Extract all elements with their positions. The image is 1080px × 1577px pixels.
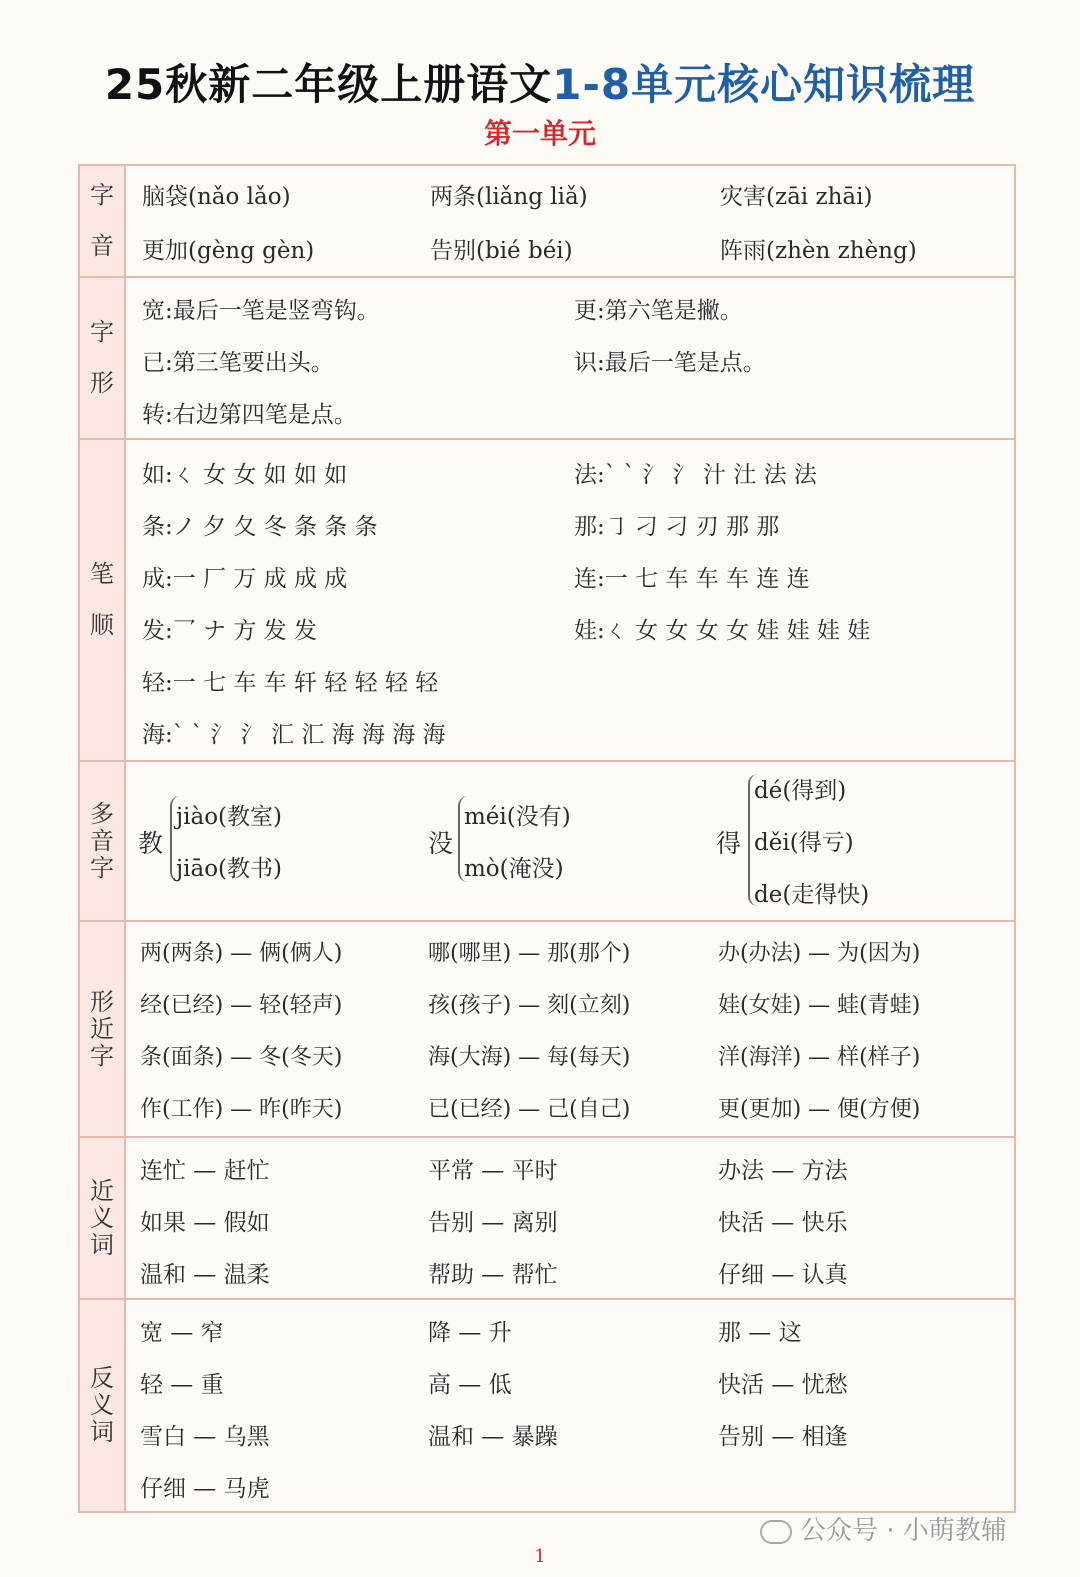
stroke-order-item: 连:一 七 车 车 车 连 连	[574, 566, 810, 592]
antonym-item: 高 — 低	[428, 1372, 512, 1398]
polyphone-reading: jiào(教室)	[176, 804, 282, 830]
stroke-order-item: 那:㇆ 刁 刁 刃 那 那	[574, 514, 780, 540]
synonym-item: 平常 — 平时	[428, 1158, 558, 1184]
antonym-item: 告别 — 相逢	[718, 1424, 848, 1450]
pinyin-item: 阵雨(zhèn zhèng)	[720, 238, 917, 264]
section-header	[80, 762, 126, 920]
similar-char-item: 娃(女娃) — 蛙(青蛙)	[718, 993, 921, 1018]
header-char: 顺	[90, 611, 114, 639]
polyphone-char: 没	[428, 829, 454, 858]
header-char: 字	[90, 853, 114, 882]
stroke-order-item: 海:` ˋ 氵 氵 汇 汇 海 海 海 海	[142, 722, 446, 748]
similar-char-item: 两(两条) — 俩(俩人)	[140, 941, 343, 966]
wechat-icon	[760, 1520, 792, 1544]
form-item: 宽:最后一笔是竖弯钩。	[142, 298, 380, 324]
section-header	[80, 440, 126, 760]
header-char: 字	[90, 1041, 114, 1070]
antonym-item: 宽 — 窄	[140, 1320, 224, 1346]
antonym-item: 雪白 — 乌黑	[140, 1424, 270, 1450]
form-item: 已:第三笔要出头。	[142, 350, 334, 376]
title-highlight: 1-8单元核心知识梳理	[552, 60, 976, 109]
stroke-order-item: 轻:一 七 车 车 轩 轻 轻 轻 轻	[142, 670, 439, 696]
header-char: 字	[90, 318, 114, 346]
header-char: 字	[90, 181, 114, 209]
section-duoyinzi	[80, 762, 1014, 922]
polyphone-reading: méi(没有)	[464, 804, 571, 830]
section-jinyici	[80, 1138, 1014, 1300]
header-char: 反	[90, 1364, 114, 1392]
header-char: 近	[90, 1176, 114, 1205]
polyphone-reading: mò(淹没)	[464, 856, 564, 882]
synonym-item: 仔细 — 认真	[718, 1262, 848, 1288]
similar-char-item: 经(已经) — 轻(轻声)	[140, 993, 343, 1018]
pinyin-item: 更加(gèng gèn)	[142, 238, 315, 264]
header-char: 音	[90, 232, 114, 260]
similar-char-item: 更(更加) — 便(方便)	[718, 1097, 921, 1122]
polyphone-reading: děi(得亏)	[754, 830, 854, 856]
section-header	[80, 922, 126, 1136]
header-char: 义	[90, 1391, 114, 1419]
similar-char-item: 条(面条) — 冬(冬天)	[140, 1045, 343, 1070]
synonym-item: 如果 — 假如	[140, 1210, 270, 1236]
antonym-item: 降 — 升	[428, 1320, 512, 1346]
title-main: 25秋新二年级上册语文	[104, 60, 553, 109]
section-zixing	[80, 278, 1014, 440]
knowledge-table	[78, 164, 1016, 1513]
section-fanyici	[80, 1300, 1014, 1511]
section-header	[80, 166, 126, 276]
pinyin-item: 灾害(zāi zhāi)	[720, 184, 873, 210]
similar-char-item: 哪(哪里) — 那(那个)	[428, 941, 631, 966]
polyphone-reading: dé(得到)	[754, 778, 847, 804]
similar-char-item: 海(大海) — 每(每天)	[428, 1045, 631, 1070]
similar-char-item: 孩(孩子) — 刻(立刻)	[428, 993, 631, 1018]
unit-subtitle: 第一单元	[483, 117, 596, 150]
watermark-text: 公众号 · 小萌教辅	[800, 1516, 1007, 1546]
polyphone-reading: jiāo(教书)	[176, 856, 282, 882]
header-char: 形	[90, 987, 114, 1016]
form-item: 转:右边第四笔是点。	[142, 402, 357, 428]
similar-char-item: 已(已经) — 己(自己)	[428, 1097, 631, 1122]
form-item: 更:第六笔是撇。	[574, 298, 743, 324]
form-item: 识:最后一笔是点。	[574, 350, 766, 376]
synonym-item: 告别 — 离别	[428, 1210, 558, 1236]
stroke-order-item: 娃:ㄑ 女 女 女 女 娃 娃 娃 娃	[574, 618, 871, 644]
section-header	[80, 1138, 126, 1298]
similar-char-item: 作(工作) — 昨(昨天)	[140, 1097, 343, 1122]
polyphone-reading: de(走得快)	[754, 882, 870, 908]
polyphone-char: 得	[716, 829, 742, 858]
synonym-item: 办法 — 方法	[718, 1158, 848, 1184]
stroke-order-item: 成:一 厂 万 成 成 成	[142, 566, 348, 592]
stroke-order-item: 发:乛 ナ 方 发 发	[142, 618, 317, 644]
pinyin-item: 两条(liǎng liǎ)	[430, 184, 588, 210]
pinyin-item: 脑袋(nǎo lǎo)	[142, 184, 291, 210]
header-char: 义	[90, 1203, 114, 1232]
antonym-item: 温和 — 暴躁	[428, 1424, 558, 1450]
section-header	[80, 1300, 126, 1511]
synonym-item: 帮助 — 帮忙	[428, 1262, 558, 1288]
antonym-item: 快活 — 忧愁	[718, 1372, 848, 1398]
header-char: 词	[90, 1230, 114, 1259]
section-ziyin	[80, 166, 1014, 278]
section-header	[80, 278, 126, 438]
synonym-item: 快活 — 快乐	[718, 1210, 848, 1236]
page-number: 1	[534, 1546, 546, 1567]
stroke-order-item: 条:ノ 夕 夂 冬 条 条 条	[142, 514, 378, 540]
similar-char-item: 洋(海洋) — 样(样子)	[718, 1045, 921, 1070]
antonym-item: 那 — 这	[718, 1320, 802, 1346]
synonym-item: 连忙 — 赶忙	[140, 1158, 270, 1184]
watermark	[760, 1510, 1007, 1547]
section-xingjinzi	[80, 922, 1014, 1138]
antonym-item: 仔细 — 马虎	[140, 1476, 270, 1502]
header-char: 音	[90, 826, 114, 855]
stroke-order-item: 如:ㄑ 女 女 如 如 如	[142, 462, 348, 488]
antonym-item: 轻 — 重	[140, 1372, 224, 1398]
header-char: 多	[90, 799, 114, 828]
synonym-item: 温和 — 温柔	[140, 1262, 270, 1288]
polyphone-char: 教	[138, 829, 164, 858]
header-char: 近	[90, 1014, 114, 1043]
page-title	[0, 52, 1080, 112]
stroke-order-item: 法:` ˋ 氵 氵 汁 汢 法 法	[574, 462, 817, 488]
header-char: 笔	[90, 560, 114, 588]
similar-char-item: 办(办法) — 为(因为)	[718, 941, 921, 966]
header-char: 词	[90, 1418, 114, 1446]
header-char: 形	[90, 369, 114, 397]
section-bishun	[80, 440, 1014, 762]
pinyin-item: 告别(bié béi)	[430, 238, 573, 264]
